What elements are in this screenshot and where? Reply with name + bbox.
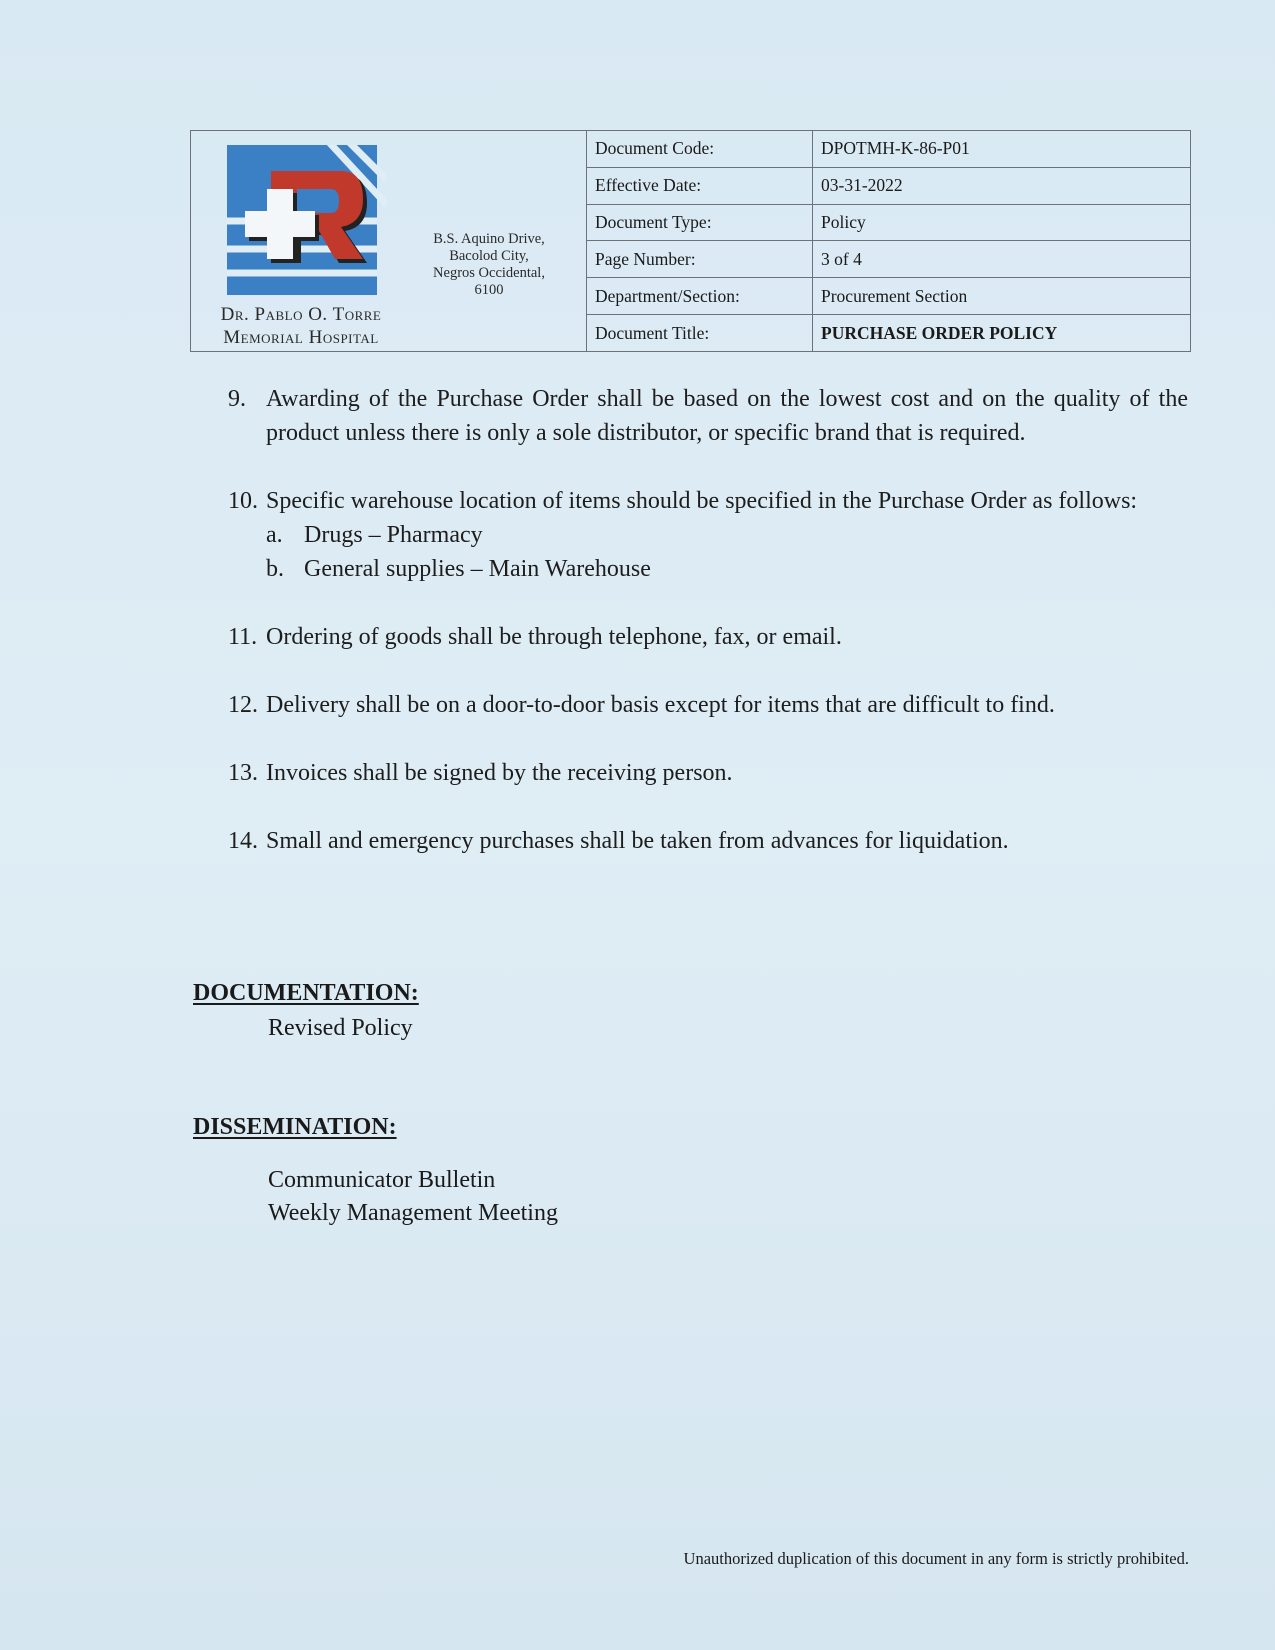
sub-item-text: General supplies – Main Warehouse — [304, 556, 651, 582]
document-meta-cells — [587, 131, 1190, 351]
address-line: Bacolod City, — [449, 248, 529, 264]
hospital-name-line1: Dr. Pablo O. Torre — [220, 304, 382, 325]
meta-label: Document Title: — [587, 315, 813, 351]
hospital-name-line2: Memorial Hospital — [223, 327, 379, 348]
warehouse-sublist — [266, 518, 1188, 586]
sub-item-letter: a. — [266, 522, 283, 548]
meta-label: Page Number: — [587, 241, 813, 277]
meta-value: DPOTMH-K-86-P01 — [821, 138, 970, 159]
sub-item — [266, 518, 1188, 552]
meta-label: Effective Date: — [587, 168, 813, 204]
item-number: 13. — [228, 760, 258, 786]
meta-label: Document Code: — [587, 131, 813, 167]
policy-item — [228, 620, 1188, 654]
sub-item-text: Drugs – Pharmacy — [304, 522, 483, 548]
meta-value: 03-31-2022 — [821, 175, 903, 196]
item-body — [266, 484, 1188, 586]
policy-item — [228, 756, 1188, 790]
policy-item — [228, 824, 1188, 858]
address-line: 6100 — [474, 282, 504, 298]
meta-row-document-code — [587, 131, 1190, 168]
meta-label: Department/Section: — [587, 278, 813, 314]
item-number: 11. — [228, 624, 258, 650]
meta-row-document-type — [587, 205, 1190, 242]
meta-row-page-number — [587, 241, 1190, 278]
item-text: Awarding of the Purchase Order shall be based on the lowest cost and on the quality of the product unless there is only a sole distributor, or specific brand that is required. — [266, 386, 1188, 446]
policy-item — [228, 688, 1188, 722]
item-text: Specific warehouse location of items should be specified in the Purchase Order as follows: — [266, 488, 1138, 514]
meta-value: Policy — [821, 212, 866, 233]
meta-row-effective-date — [587, 168, 1190, 205]
item-number: 10. — [228, 488, 258, 514]
dissemination-list — [268, 1164, 558, 1230]
documentation-text: Revised Policy — [268, 1015, 413, 1041]
hospital-logo-icon — [227, 145, 387, 295]
hospital-name — [201, 303, 401, 349]
item-text: Invoices shall be signed by the receiving person. — [266, 760, 733, 786]
meta-value: 3 of 4 — [821, 248, 862, 269]
item-text: Delivery shall be on a door-to-door basis except for items that are difficult to find. — [266, 692, 1055, 718]
sub-item-letter: b. — [266, 556, 284, 582]
documentation-heading: DOCUMENTATION: — [193, 980, 419, 1006]
document-title: PURCHASE ORDER POLICY — [821, 322, 1058, 343]
item-number: 14. — [228, 828, 258, 854]
policy-items-list — [228, 382, 1188, 892]
address-line: B.S. Aquino Drive, — [433, 231, 545, 247]
meta-value: Procurement Section — [821, 285, 968, 306]
item-text: Small and emergency purchases shall be taken from advances for liquidation. — [266, 828, 1009, 854]
document-header-table — [190, 130, 1191, 352]
sub-item — [266, 552, 1188, 586]
dissemination-heading: DISSEMINATION: — [193, 1114, 397, 1140]
item-number: 12. — [228, 692, 258, 718]
dissemination-line: Communicator Bulletin — [268, 1167, 496, 1193]
hospital-identity-cell — [191, 131, 587, 351]
dissemination-line: Weekly Management Meeting — [268, 1200, 558, 1226]
item-number: 9. — [228, 386, 246, 412]
meta-row-document-title — [587, 315, 1190, 351]
item-text: Ordering of goods shall be through telephone, fax, or email. — [266, 624, 842, 650]
address-line: Negros Occidental, — [433, 265, 545, 281]
policy-item — [228, 484, 1188, 586]
hospital-address — [409, 231, 569, 299]
policy-item — [228, 382, 1188, 450]
meta-label: Document Type: — [587, 205, 813, 241]
footer-notice: Unauthorized duplication of this document in any form is strictly prohibited. — [683, 1549, 1189, 1568]
meta-row-department — [587, 278, 1190, 315]
